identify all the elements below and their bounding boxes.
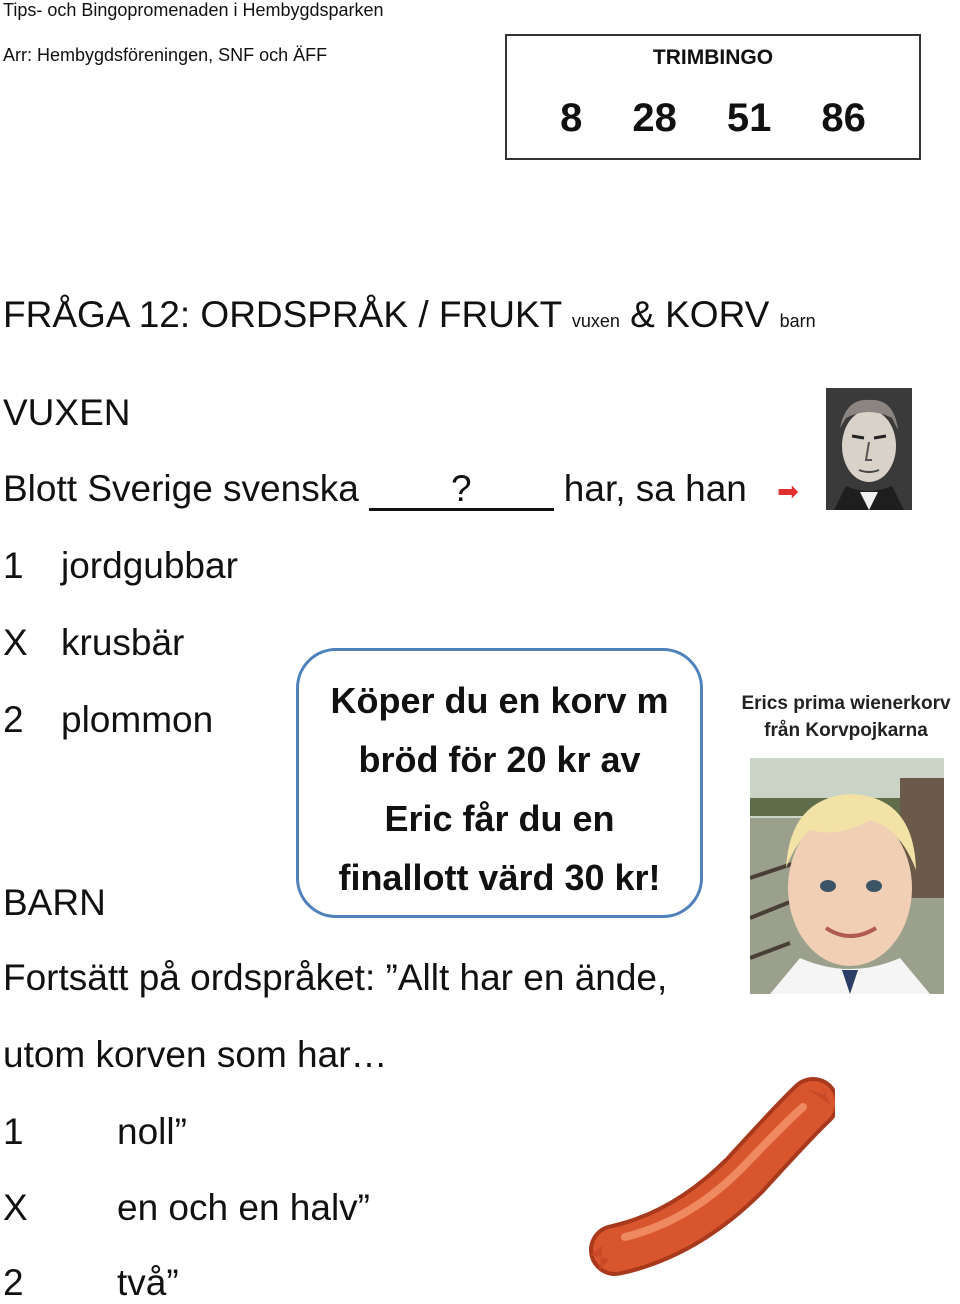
bingo-number: 8 — [560, 96, 583, 140]
photo-caption — [738, 690, 954, 744]
child-prompt-line1: Fortsätt på ordspråket: ”Allt har en ände, — [3, 957, 668, 998]
adult-prompt-before: Blott Sverige svenska — [3, 468, 359, 509]
bingo-title: TRIMBINGO — [652, 46, 774, 69]
option-key: 2 — [3, 699, 24, 740]
child-option-x — [3, 1187, 370, 1229]
promo-line: bröd för 20 kr av — [358, 739, 641, 780]
promo-bubble — [296, 648, 703, 918]
adult-blank: ? — [369, 470, 554, 511]
option-key: 1 — [3, 1111, 24, 1152]
bingo-number: 28 — [632, 96, 677, 140]
question-title-adult: vuxen — [571, 311, 620, 331]
portrait-image — [826, 388, 912, 510]
promo-line: finallott värd 30 kr! — [338, 857, 661, 898]
option-text: två” — [117, 1262, 179, 1303]
bingo-box — [505, 34, 921, 160]
option-text: jordgubbar — [61, 545, 238, 586]
bingo-number: 51 — [726, 96, 772, 140]
adult-option-1 — [3, 545, 238, 587]
child-option-2 — [3, 1262, 179, 1304]
caption-line: från Korvpojkarna — [764, 720, 928, 741]
child-heading: BARN — [3, 882, 106, 923]
option-key: X — [3, 622, 28, 663]
question-title-child: barn — [779, 311, 816, 331]
child-prompt-line2: utom korven som har… — [3, 1034, 388, 1075]
option-text: en och en halv” — [117, 1187, 371, 1228]
bingo-number: 86 — [821, 96, 866, 140]
option-key: 2 — [3, 1262, 24, 1303]
option-key: X — [3, 1187, 28, 1228]
adult-prompt — [3, 468, 799, 511]
arrow-right-icon: ➡ — [777, 475, 799, 506]
option-key: 1 — [3, 545, 24, 586]
promo-line: Eric får du en — [384, 798, 615, 839]
question-title — [3, 294, 816, 336]
option-text: plommon — [61, 699, 214, 740]
header-organizers: Arr: Hembygdsföreningen, SNF och ÄFF — [3, 45, 328, 65]
adult-option-x — [3, 622, 184, 664]
child-option-1 — [3, 1111, 187, 1153]
boy-photo — [750, 758, 944, 994]
question-title-amp: & KORV — [630, 294, 770, 335]
header-title: Tips- och Bingopromenaden i Hembygdsparken — [3, 0, 384, 20]
adult-prompt-after: har, sa han — [563, 468, 747, 509]
adult-option-2 — [3, 699, 213, 741]
sausage-icon — [585, 1075, 835, 1290]
option-text: noll” — [117, 1111, 187, 1152]
bingo-numbers — [507, 96, 919, 141]
adult-heading: VUXEN — [3, 392, 131, 433]
question-title-main: FRÅGA 12: ORDSPRÅK / FRUKT — [3, 294, 562, 335]
caption-line: Erics prima wienerkorv — [741, 693, 951, 714]
promo-line: Köper du en korv m — [330, 680, 669, 721]
option-text: krusbär — [61, 622, 185, 663]
